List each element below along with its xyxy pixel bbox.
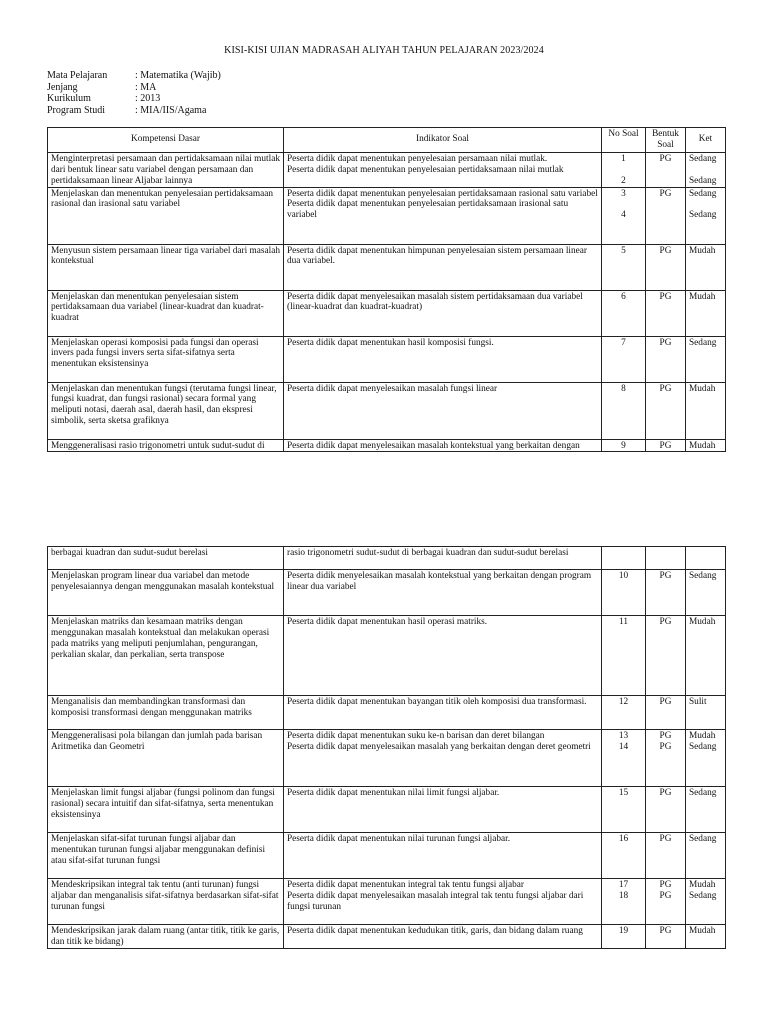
bentuk-soal-value: PG [659,731,672,741]
no-soal-cell [602,696,646,730]
no-soal-value: 10 [618,571,629,581]
no-soal-cell [602,787,646,833]
indikator-soal-cell [284,439,602,452]
meta-row-jenjang [47,82,221,94]
no-soal-value: 13 [618,731,629,741]
bentuk-soal-value: PG [659,697,672,707]
indikator-line: Peserta didik dapat menentukan suku ke-n barisan dan deret bilangan [287,731,545,741]
spacer [689,199,722,210]
bentuk-soal-value: PG [659,880,672,890]
indikator-line: Peserta didik dapat menentukan kedudukan titik, garis, dan bidang dalam ruang [287,926,583,936]
header-indikator-soal: Indikator Soal [284,128,602,153]
ket-cell [686,382,726,439]
ket-value: Mudah [689,383,716,394]
meta-label: Jenjang [47,81,78,93]
indikator-line: Peserta didik dapat menentukan hasil operasi matriks. [287,617,488,627]
no-soal-value: 16 [618,834,629,844]
no-soal-value: 18 [618,890,629,901]
bentuk-soal-cell [646,616,686,696]
indikator-soal-cell [284,152,602,187]
bentuk-soal-value: PG [659,245,672,256]
bentuk-soal-cell [646,730,686,787]
ket-value: Sedang [689,210,717,221]
ket-value: Sedang [689,571,717,581]
kompetensi-dasar-cell: Menjelaskan program linear dua variabel dan metode penyelesaiannya dengan menggunakan masalah kontekstual [48,570,284,616]
no-soal-cell [602,925,646,949]
ket-cell [686,833,726,879]
kompetensi-dasar-cell: Menjelaskan operasi komposisi pada fungsi dan operasi invers pada fungsi invers serta sifat-sifatnya serta menentukan eksistensinya [48,336,284,382]
bentuk-soal-value: PG [659,440,672,451]
bentuk-soal-value: PG [659,834,672,844]
kompetensi-dasar-cell: Menggeneralisasi rasio trigonometri untuk sudut-sudut di [48,439,284,452]
ket-value: Sedang [689,788,717,798]
meta-label: Program Studi [47,104,106,116]
no-soal-value: 6 [621,291,626,302]
no-soal-cell [602,570,646,616]
indikator-line: Peserta didik dapat menyelesaikan masalah yang berkaitan dengan deret geometri [287,741,591,752]
meta-value: : MIA/IIS/Agama [135,104,207,116]
indikator-soal-cell [284,187,602,244]
ket-cell [686,439,726,452]
bentuk-soal-cell [646,187,686,244]
no-soal-value: 2 [621,175,626,186]
no-soal-value: 4 [621,210,626,221]
ket-value: Sedang [689,741,717,752]
header-bentuk-soal: Bentuk Soal [646,128,686,153]
no-soal-cell [602,336,646,382]
bentuk-soal-cell [646,833,686,879]
bentuk-soal-value: PG [659,617,672,627]
kompetensi-dasar-cell: Menganalisis dan membandingkan transformasi dan komposisi transformasi dengan menggunakan matriks [48,696,284,730]
no-soal-cell [602,152,646,187]
kompetensi-dasar-cell: Menjelaskan dan menentukan penyelesaian pertidaksamaan rasional dan irasional satu variabel [48,187,284,244]
meta-value: : 2013 [135,93,161,104]
indikator-soal-cell [284,787,602,833]
no-soal-value: 17 [618,880,629,890]
no-soal-cell [602,833,646,879]
bentuk-soal-value: PG [659,383,672,394]
no-soal-cell [602,439,646,452]
indikator-line: Peserta didik dapat menentukan penyelesaian pertidaksamaan nilai mutlak [287,164,564,175]
header-ket: Ket [686,128,726,153]
bentuk-soal-cell [646,547,686,570]
table-row [48,187,726,244]
indikator-soal-cell [284,290,602,336]
indikator-soal-cell [284,616,602,696]
bentuk-soal-cell [646,925,686,949]
table-row [48,616,726,696]
bentuk-soal-cell [646,439,686,452]
no-soal-value: 7 [621,337,626,348]
kompetensi-dasar-cell: Menjelaskan limit fungsi aljabar (fungsi polinom dan fungsi rasional) secara intuitif dan sifat-sifatnya, serta menentukan eksistensinya [48,787,284,833]
table-row [48,290,726,336]
ket-value: Mudah [689,291,716,302]
bentuk-soal-value: PG [659,337,672,348]
no-soal-value: 9 [621,440,626,451]
document-title: KISI-KISI UJIAN MADRASAH ALIYAH TAHUN PELAJARAN 2023/2024 [224,45,544,56]
ket-cell [686,787,726,833]
bentuk-soal-cell [646,696,686,730]
ket-value: Mudah [689,926,716,936]
ket-value: Sedang [689,834,717,844]
ket-cell [686,616,726,696]
indikator-line: Peserta didik dapat menyelesaikan masalah sistem pertidaksamaan dua variabel (linear-kuadrat dan kuadrat-kuadrat) [287,291,583,313]
no-soal-value: 8 [621,383,626,394]
indikator-line: Peserta didik dapat menentukan nilai turunan fungsi aljabar. [287,834,511,844]
no-soal-value: 15 [618,788,629,798]
header-no-soal: No Soal [602,128,646,153]
ket-value: Sedang [689,188,717,199]
ket-cell [686,925,726,949]
table-body-page-2 [48,547,726,949]
indikator-line: Peserta didik dapat menentukan nilai limit fungsi aljabar. [287,788,500,798]
no-soal-value: 14 [618,741,629,752]
indikator-soal-cell [284,336,602,382]
bentuk-soal-value: PG [659,153,672,164]
ket-cell [686,290,726,336]
bentuk-soal-value: PG [659,788,672,798]
spacer [605,165,642,176]
indikator-soal-cell [284,925,602,949]
table-row [48,152,726,187]
ket-cell [686,336,726,382]
table-header-row [48,128,726,153]
kompetensi-dasar-cell: Menjelaskan dan menentukan fungsi (terutama fungsi linear, fungsi kuadrat, dan fungsi rasional) secara formal yang meliputi notasi, daerah asal, daerah hasil, dan ekspresi simbolik, serta sketsa grafiknya [48,382,284,439]
bentuk-soal-cell [646,152,686,187]
table-row [48,439,726,452]
no-soal-cell [602,730,646,787]
meta-value: : MA [135,81,157,93]
indikator-soal-cell [284,730,602,787]
table-row [48,382,726,439]
indikator-line: Peserta didik menyelesaikan masalah kontekstual yang berkaitan dengan program linear dua variabel [287,571,592,592]
kisi-table-page-2 [47,546,726,949]
bentuk-soal-value: PG [659,926,672,936]
no-soal-cell [602,187,646,244]
indikator-soal-cell [284,244,602,290]
indikator-line: Peserta didik dapat menyelesaikan masalah fungsi linear [287,383,498,394]
kompetensi-dasar-cell: Menyusun sistem persamaan linear tiga variabel dari masalah kontekstual [48,244,284,290]
ket-value: Sedang [689,175,717,186]
table-row [48,570,726,616]
table-body-page-1 [48,152,726,452]
indikator-line: Peserta didik dapat menentukan penyelesaian pertidaksamaan irasional satu variabel [287,199,569,221]
no-soal-cell [602,290,646,336]
ket-cell [686,730,726,787]
kompetensi-dasar-cell: Menjelaskan matriks dan kesamaan matriks dengan menggunakan masalah kontekstual dan melakukan operasi pada matriks yang meliputi penjumlahan, pengurangan, perkalian skalar, dan perkalian, serta transpose [48,616,284,696]
kompetensi-dasar-cell: Menggeneralisasi pola bilangan dan jumlah pada barisan Aritmetika dan Geometri [48,730,284,787]
no-soal-value: 1 [621,153,626,164]
meta-row-mata-pelajaran [47,70,221,82]
ket-value: Mudah [689,617,716,627]
indikator-line: Peserta didik dapat menentukan penyelesaian pertidaksamaan rasional satu variabel [287,188,598,199]
indikator-line: Peserta didik dapat menentukan hasil komposisi fungsi. [287,337,494,348]
indikator-soal-cell [284,833,602,879]
indikator-line: Peserta didik dapat menentukan bayangan titik oleh komposisi dua transformasi. [287,697,587,707]
table-row [48,879,726,925]
meta-row-kurikulum [47,93,221,105]
bentuk-soal-value: PG [659,741,672,752]
ket-cell [686,187,726,244]
ket-value: Sedang [689,890,717,901]
ket-value: Mudah [689,880,716,890]
no-soal-cell [602,244,646,290]
kompetensi-dasar-cell: Menjelaskan sifat-sifat turunan fungsi aljabar dan menentukan turunan fungsi aljabar menggunakan definisi atau sifat-sifat turunan fungsi [48,833,284,879]
ket-cell [686,244,726,290]
meta-row-program-studi [47,105,221,117]
table-row [48,833,726,879]
bentuk-soal-cell [646,244,686,290]
ket-value: Mudah [689,440,716,451]
ket-cell [686,696,726,730]
indikator-line: Peserta didik dapat menentukan himpunan penyelesaian sistem persamaan linear dua variabel. [287,245,587,267]
indikator-soal-cell [284,696,602,730]
spacer [689,165,722,176]
indikator-line: Peserta didik dapat menentukan integral tak tentu fungsi aljabar [287,880,524,890]
indikator-line: Peserta didik dapat menyelesaikan masalah kontekstual yang berkaitan dengan [287,440,580,451]
indikator-soal-cell [284,547,602,570]
ket-value: Sedang [689,153,717,164]
ket-cell [686,152,726,187]
no-soal-value: 12 [618,697,629,707]
no-soal-value: 5 [621,245,626,256]
ket-cell [686,547,726,570]
kompetensi-dasar-cell: Menjelaskan dan menentukan penyelesaian sistem pertidaksamaan dua variabel (linear-kuadrat dan kuadrat-kuadrat [48,290,284,336]
ket-value: Sulit [689,697,707,707]
no-soal-value: 3 [621,188,626,199]
kompetensi-dasar-cell: Mendeskripsikan jarak dalam ruang (antar titik, titik ke garis, dan titik ke bidang) [48,925,284,949]
kisi-table-page-1 [47,127,726,452]
header-kompetensi-dasar: Kompetensi Dasar [48,128,284,153]
table-row [48,244,726,290]
bentuk-soal-value: PG [659,291,672,302]
kompetensi-dasar-cell: Menginterpretasi persamaan dan pertidaksamaan nilai mutlak dari bentuk linear satu variabel dengan persamaan dan pertidaksamaan linear Aljabar lainnya [48,152,284,187]
indikator-soal-cell [284,570,602,616]
indikator-soal-cell [284,879,602,925]
bentuk-soal-cell [646,336,686,382]
no-soal-value: 11 [619,617,628,627]
meta-label: Kurikulum [47,93,91,104]
meta-label: Mata Pelajaran [47,70,108,81]
no-soal-value: 19 [618,926,629,936]
bentuk-soal-cell [646,879,686,925]
indikator-line: Peserta didik dapat menyelesaikan masalah integral tak tentu fungsi aljabar dari fungsi turunan [287,890,584,912]
no-soal-cell [602,547,646,570]
meta-value: : Matematika (Wajib) [135,70,221,81]
indikator-soal-cell [284,382,602,439]
table-row [48,547,726,570]
bentuk-soal-cell [646,382,686,439]
ket-cell [686,570,726,616]
no-soal-cell [602,616,646,696]
table-row [48,696,726,730]
bentuk-soal-value: PG [659,188,672,199]
table-row [48,925,726,949]
ket-cell [686,879,726,925]
bentuk-soal-cell [646,290,686,336]
table-row [48,787,726,833]
kompetensi-dasar-cell: Mendeskripsikan integral tak tentu (anti turunan) fungsi aljabar dan menganalisis sifat-sifatnya berdasarkan sifat-sifat turunan fungsi [48,879,284,925]
no-soal-cell [602,879,646,925]
no-soal-cell [602,382,646,439]
bentuk-soal-value: PG [659,571,672,581]
spacer [605,199,642,210]
bentuk-soal-value: PG [659,890,672,901]
ket-value: Mudah [689,245,716,256]
table-row [48,730,726,787]
document-meta [47,70,221,116]
ket-value: Mudah [689,731,716,741]
indikator-line: rasio trigonometri sudut-sudut di berbagai kuadran dan sudut-sudut berelasi [287,548,569,558]
table-row [48,336,726,382]
indikator-line: Peserta didik dapat menentukan penyelesaian persamaan nilai mutlak. [287,153,548,164]
kompetensi-dasar-cell: berbagai kuadran dan sudut-sudut berelasi [48,547,284,570]
ket-value: Sedang [689,337,717,348]
bentuk-soal-cell [646,787,686,833]
bentuk-soal-cell [646,570,686,616]
